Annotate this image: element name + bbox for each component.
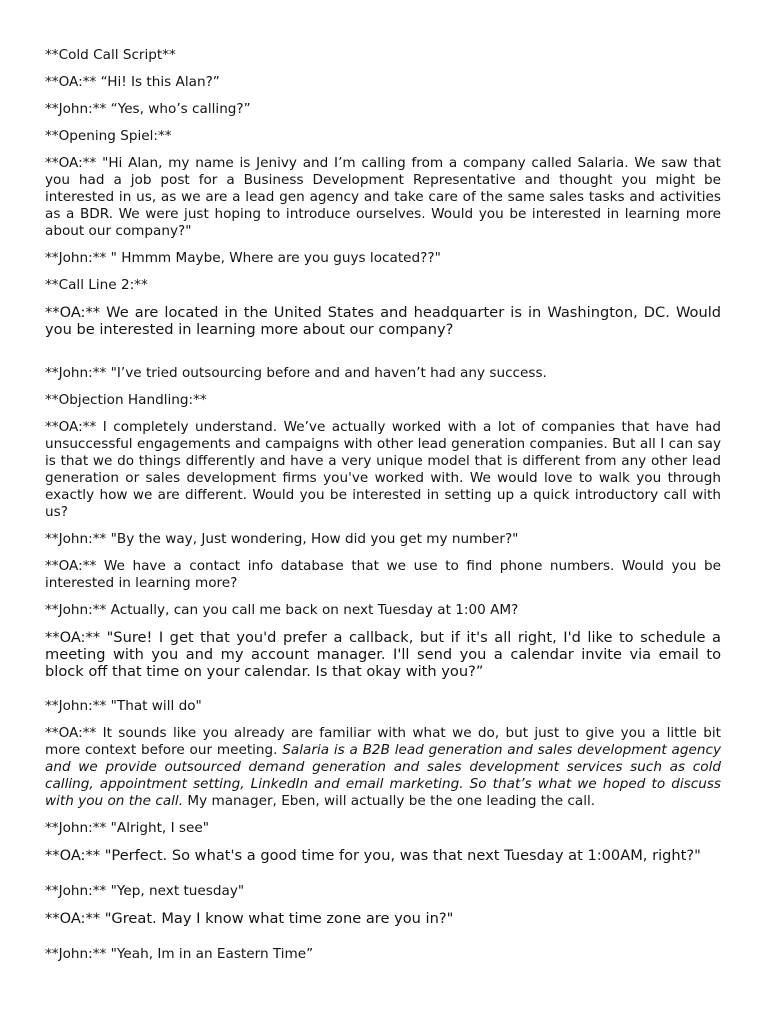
speaker-label: **OA:** — [45, 629, 101, 646]
line-john-number-question — [45, 531, 721, 548]
speaker-label: **John:** — [45, 250, 107, 266]
line-john-objection — [45, 365, 721, 382]
speaker-label: **John:** — [45, 531, 107, 547]
line-text: "I’ve tried outsourcing before and and haven’t had any success. — [110, 365, 547, 381]
line-oa-context — [45, 725, 721, 810]
line-text: "Hi Alan, my name is Jenivy and I’m calling from a company called Salaria. We saw that you had a job post for a Business Development Representative and thought you might be interested in us, as we are a lead gen agency and take care of the same sales tasks and activities as a BDR. We were just hoping to introduce ourselves. Would you be interested in learning more about our company?" — [45, 155, 721, 239]
line-text: "Great. May I know what time zone are you in?" — [104, 910, 454, 927]
line-john-alright — [45, 820, 721, 837]
speaker-label: **OA:** — [45, 304, 101, 321]
line-oa-greeting — [45, 74, 721, 91]
speaker-label: **OA:** — [45, 847, 101, 864]
speaker-label: **OA:** — [45, 910, 101, 927]
speaker-label: **John:** — [45, 820, 107, 836]
speaker-label: **John:** — [45, 698, 107, 714]
line-oa-schedule — [45, 629, 721, 680]
line-oa-opening — [45, 155, 721, 240]
line-text-before: It sounds like you already are familiar with what we do, but just to give you a little bit more context before our meeting. — [45, 725, 721, 758]
line-text-italic: Salaria is a B2B lead generation and sales development agency and we provide outsourced demand generation and sales development services such as cold calling, appointment setting, LinkedIn and email marketing. So that’s what we hoped to discuss with you on the call. — [45, 742, 721, 809]
section-heading-call-line-2: **Call Line 2:** — [45, 277, 148, 293]
line-text: “Yes, who’s calling?” — [110, 101, 251, 117]
speaker-label: **OA:** — [45, 74, 97, 90]
line-text: "By the way, Just wondering, How did you get my number?" — [110, 531, 519, 547]
speaker-label: **OA:** — [45, 155, 97, 171]
section-heading-objection-handling: **Objection Handling:** — [45, 392, 207, 408]
section-heading-opening-spiel: **Opening Spiel:** — [45, 128, 172, 144]
line-text: Actually, can you call me back on next Tuesday at 1:00 AM? — [110, 602, 519, 618]
speaker-label: **John:** — [45, 602, 107, 618]
line-text: " Hmmm Maybe, Where are you guys located??" — [110, 250, 441, 266]
speaker-label: **John:** — [45, 365, 107, 381]
line-oa-timezone — [45, 910, 721, 927]
line-text: I completely understand. We’ve actually worked with a lot of companies that have had unsuccessful engagements and campaigns with other lead generation companies. But all I can say is that we do things differently and have a very unique model that is different from any other lead generation or sales development firms you've worked with. We would love to walk you through exactly how we are different. Would you be interested in setting up a quick introductory call with us? — [45, 419, 722, 520]
line-john-yep — [45, 883, 721, 900]
speaker-label: **John:** — [45, 101, 107, 117]
document-title: **Cold Call Script** — [45, 47, 176, 63]
line-text: "Alright, I see" — [110, 820, 209, 836]
line-john-location-question — [45, 250, 721, 267]
speaker-label: **OA:** — [45, 725, 97, 741]
line-text: "Yeah, Im in an Eastern Time” — [110, 946, 314, 962]
speaker-label: **John:** — [45, 946, 107, 962]
line-oa-location — [45, 304, 721, 338]
speaker-label: **John:** — [45, 883, 107, 899]
line-john-eastern — [45, 946, 721, 963]
line-text: "That will do" — [110, 698, 202, 714]
line-oa-perfect — [45, 847, 721, 864]
line-oa-objection-response — [45, 419, 721, 521]
line-text: "Sure! I get that you'd prefer a callback, but if it's all right, I'd like to schedule a meeting with you and my account manager. I'll send you a calendar invite via email to block off that time on your calendar. Is that okay with you?” — [45, 629, 721, 680]
line-text: We have a contact info database that we use to find phone numbers. Would you be interested in learning more? — [45, 558, 721, 591]
line-john-agree — [45, 698, 721, 715]
line-john-reply — [45, 101, 721, 118]
line-text: “Hi! Is this Alan?” — [100, 74, 220, 90]
script-document — [45, 45, 721, 963]
line-john-callback — [45, 602, 721, 619]
line-text: "Yep, next tuesday" — [110, 883, 245, 899]
line-oa-database — [45, 558, 721, 592]
line-text: We are located in the United States and headquarter is in Washington, DC. Would you be interested in learning more about our company? — [45, 304, 722, 338]
speaker-label: **OA:** — [45, 419, 97, 435]
line-text: "Perfect. So what's a good time for you, was that next Tuesday at 1:00AM, right?" — [104, 847, 701, 864]
line-text-after: My manager, Eben, will actually be the one leading the call. — [187, 793, 596, 809]
speaker-label: **OA:** — [45, 558, 97, 574]
